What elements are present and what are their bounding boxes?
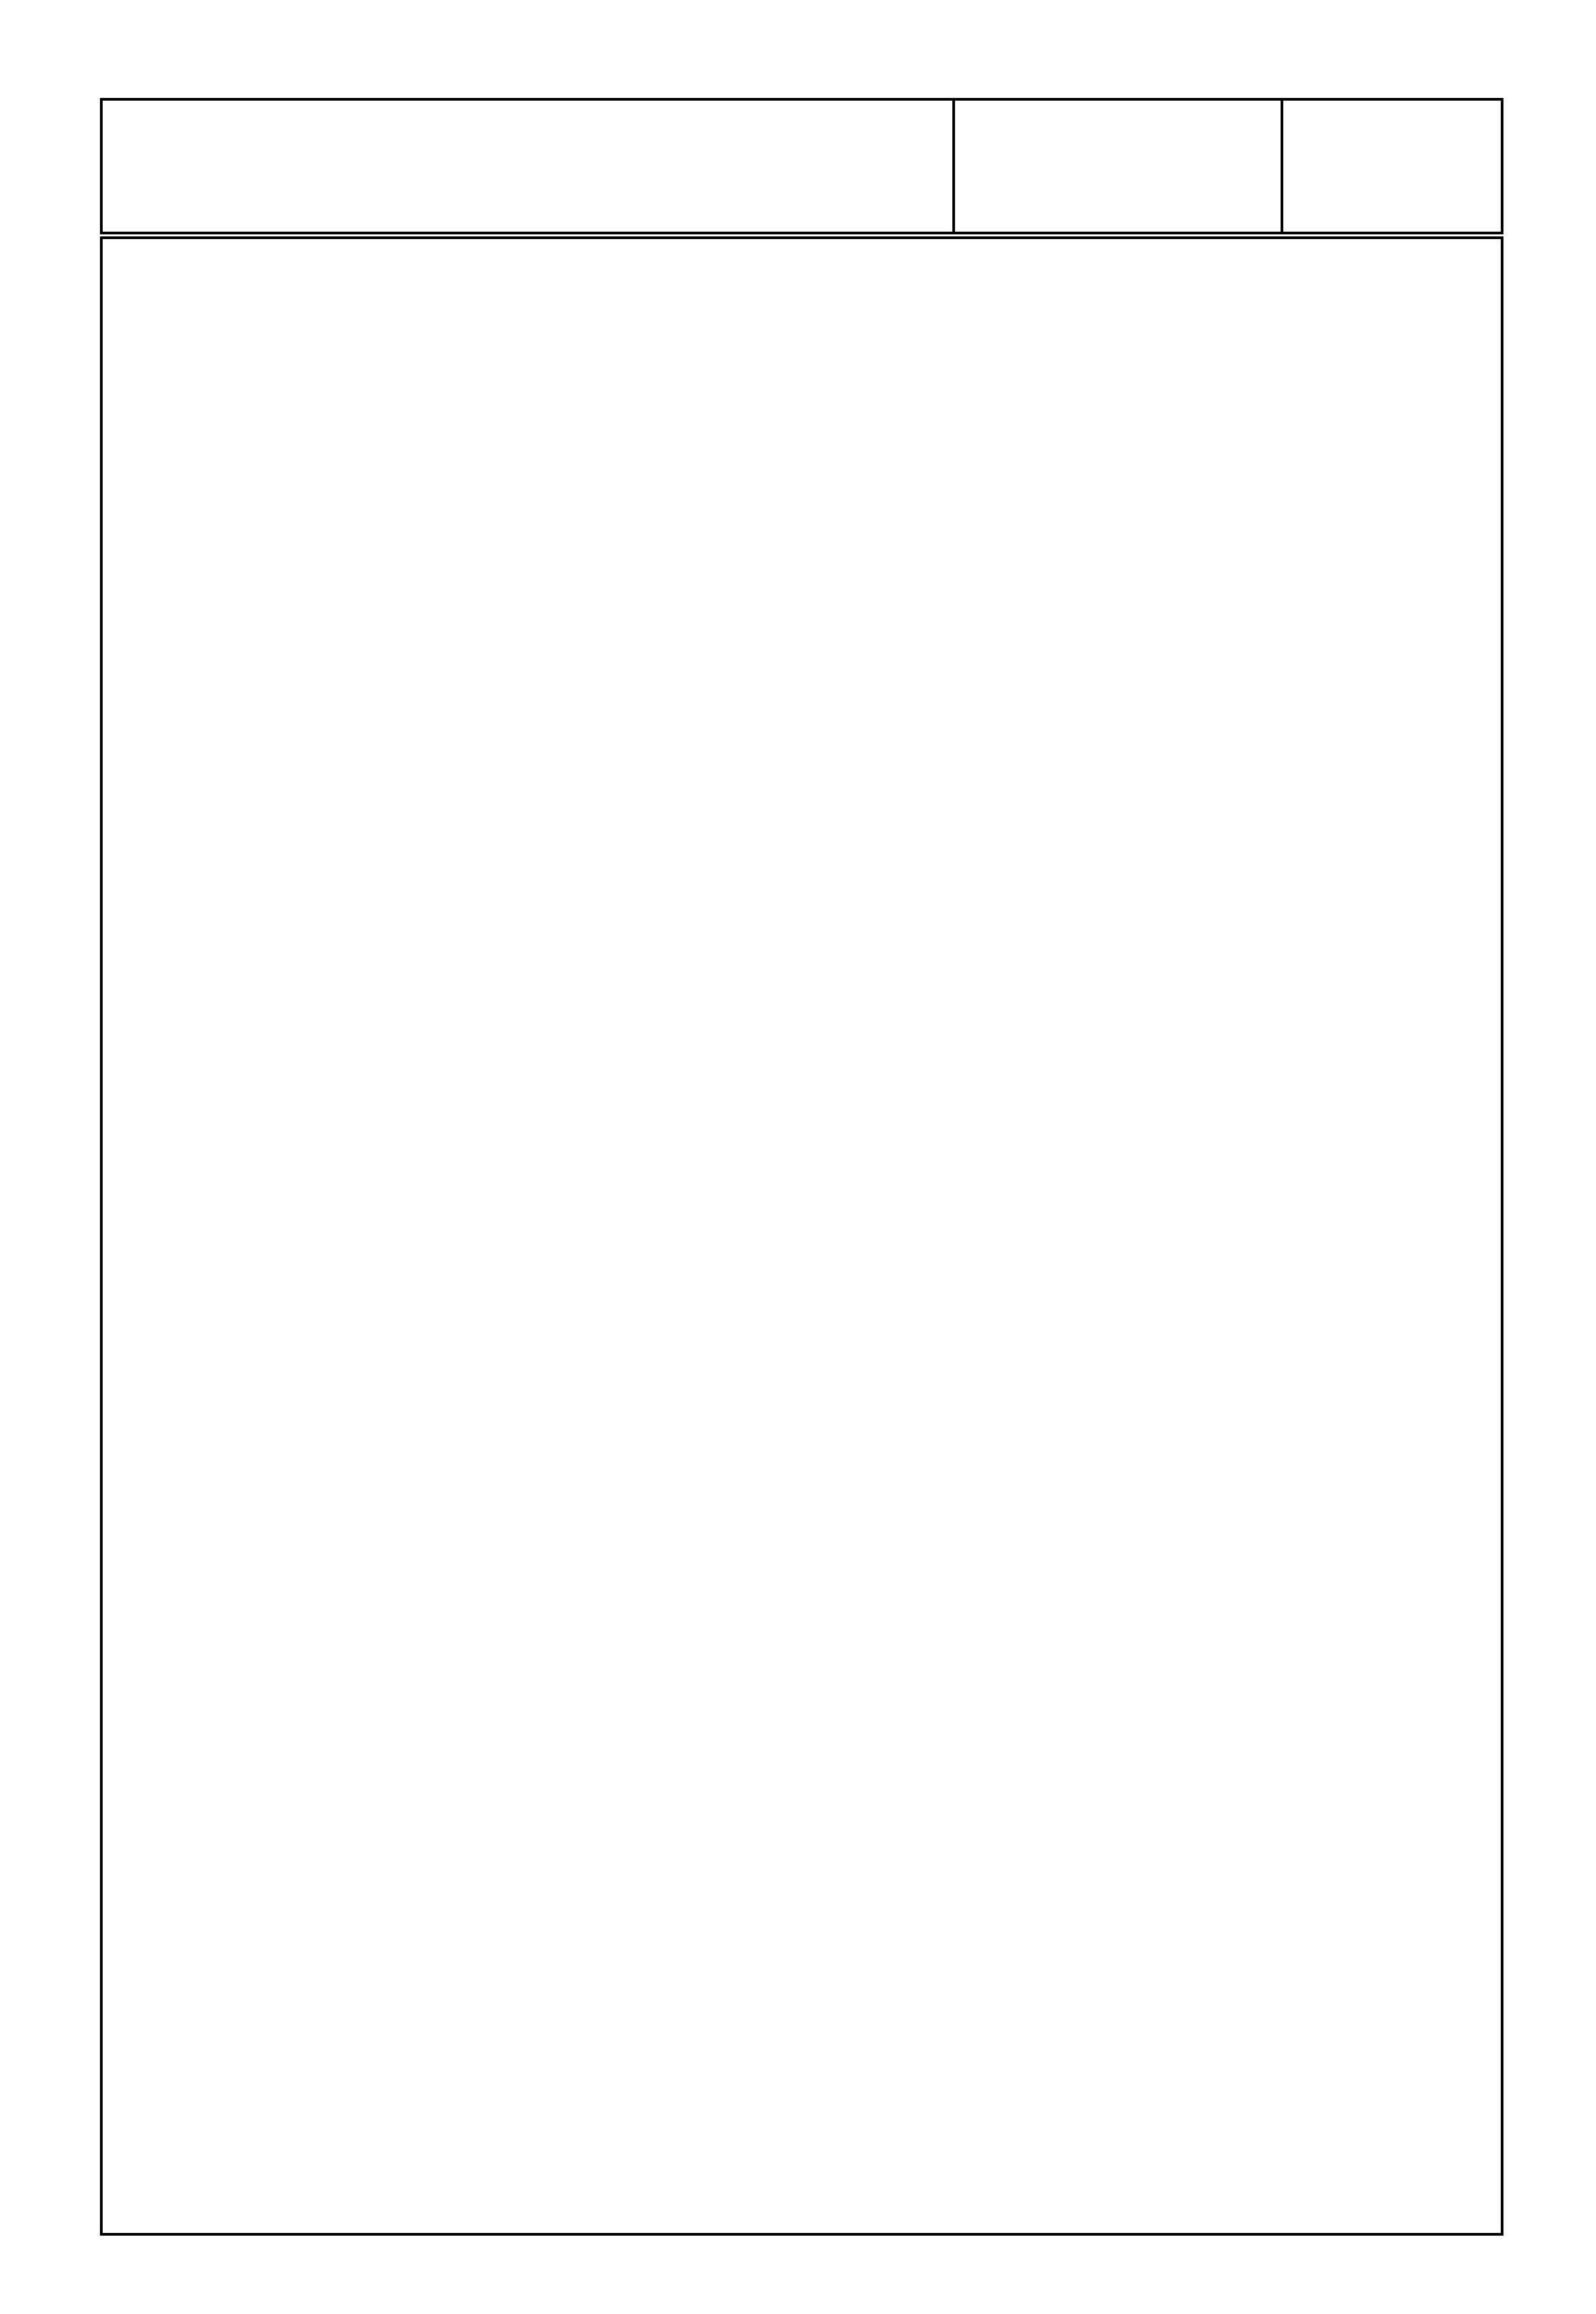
group-label-cost	[213, 477, 230, 598]
group-label-cold	[318, 1866, 335, 1954]
group-label-concrete	[351, 1088, 386, 1304]
group-label-cost-sub	[254, 424, 305, 620]
group-label-material	[220, 1157, 237, 1427]
group-label-resources	[242, 1821, 278, 2132]
group-label-incl	[384, 1169, 401, 1291]
group-label-cement	[360, 762, 411, 924]
group-label-labor	[209, 650, 247, 752]
group-label-hot	[319, 2042, 336, 2116]
group-label-steel	[360, 927, 411, 1089]
group-label-water	[279, 1900, 296, 2035]
group-label-timber	[340, 1328, 376, 1429]
